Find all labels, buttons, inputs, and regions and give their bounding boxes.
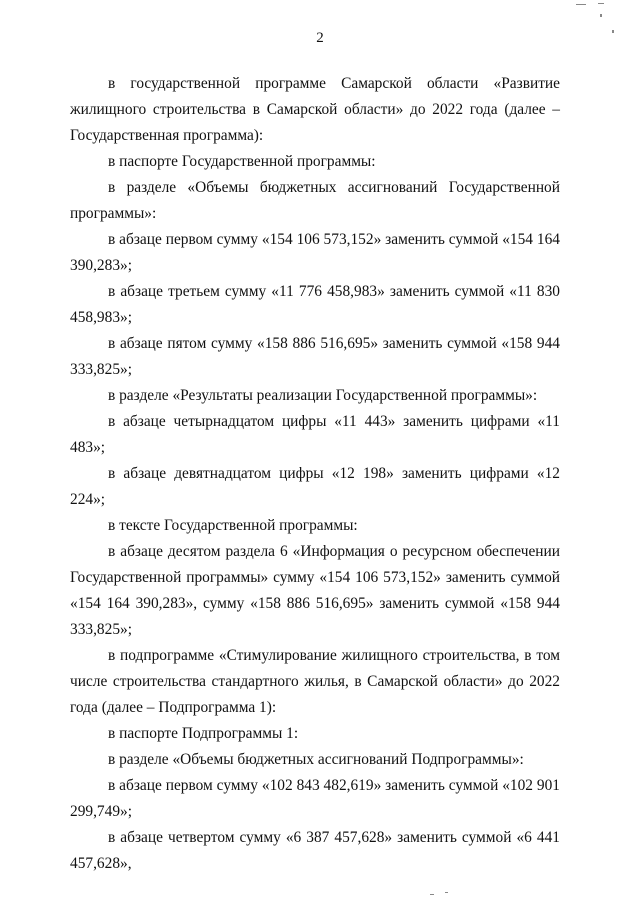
paragraph: в абзаце третьем сумму «11 776 458,983» заменить суммой «11 830 458,983»; — [70, 283, 560, 326]
page-number: 2 — [316, 30, 324, 46]
paragraph: в разделе «Объемы бюджетных ассигнований Государственной программы»: — [70, 179, 560, 222]
scan-mark — [612, 30, 614, 33]
document-body — [70, 71, 560, 877]
paragraph: в абзаце четырнадцатом цифры «11 443» заменить цифрами «11 483»; — [70, 413, 560, 456]
paragraph: в паспорте Подпрограммы 1: — [108, 725, 299, 742]
paragraph: в разделе «Результаты реализации Государственной программы»: — [108, 387, 538, 404]
paragraph: в разделе «Объемы бюджетных ассигнований Подпрограммы»: — [108, 751, 524, 768]
scan-mark — [445, 892, 448, 893]
scan-mark — [576, 4, 586, 5]
paragraph: в тексте Государственной программы: — [108, 517, 358, 534]
paragraph: в абзаце десятом раздела 6 «Информация о ресурсном обеспечении Государственной программы» сумму «154 106 573,152» заменить суммой «154 164 390,283», сумму «158 886 516,695» заменить суммой «158 944 333,825»; — [70, 543, 560, 638]
paragraph: в абзаце пятом сумму «158 886 516,695» заменить суммой «158 944 333,825»; — [70, 335, 560, 378]
paragraph: в абзаце первом сумму «102 843 482,619» заменить суммой «102 901 299,749»; — [70, 777, 560, 820]
scan-mark — [598, 3, 604, 4]
paragraph: в подпрограмме «Стимулирование жилищного строительства, в том числе строительства стандартного жилья, в Самарской области» до 2022 года (далее – Подпрограмма 1): — [70, 647, 560, 716]
paragraph: в абзаце девятнадцатом цифры «12 198» заменить цифрами «12 224»; — [70, 465, 560, 508]
scan-mark — [600, 14, 602, 17]
paragraph: в абзаце первом сумму «154 106 573,152» заменить суммой «154 164 390,283»; — [70, 231, 560, 274]
paragraph: в паспорте Государственной программы: — [108, 153, 376, 170]
paragraph: в абзаце четвертом сумму «6 387 457,628» заменить суммой «6 441 457,628», — [70, 829, 560, 872]
paragraph: в государственной программе Самарской области «Развитие жилищного строительства в Самарской области» до 2022 года (далее – Государственная программа): — [70, 75, 560, 144]
scan-mark — [430, 894, 434, 895]
